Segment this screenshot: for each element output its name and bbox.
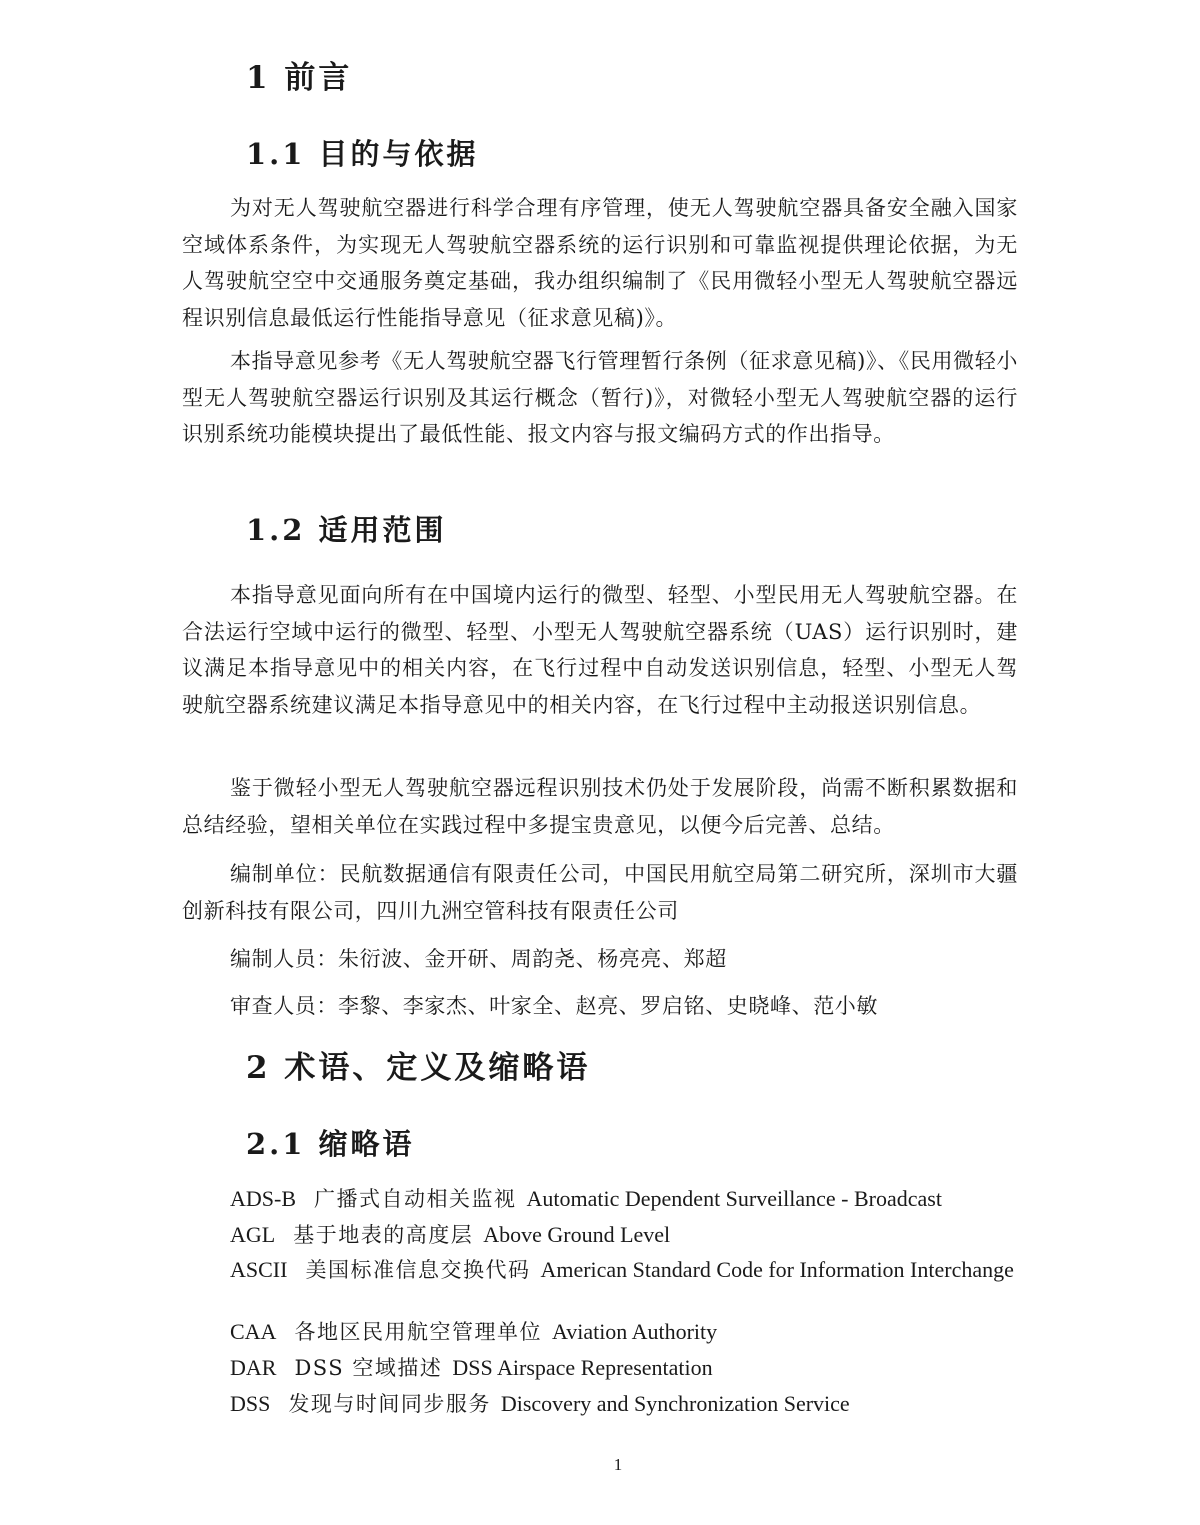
section-1-1-paragraph-2 <box>182 343 1018 453</box>
abbreviation-code: AGL <box>230 1222 276 1247</box>
section-1-2-paragraph-1 <box>182 577 1018 723</box>
abbreviation-row <box>182 1184 1018 1214</box>
abbreviation-chinese: 各地区民用航空管理单位 <box>294 1320 542 1344</box>
abbreviation-code: DSS <box>230 1391 271 1416</box>
section-1-2-paragraph-2 <box>182 770 1018 843</box>
abbreviation-chinese: 广播式自动相关监视 <box>314 1187 517 1211</box>
abbreviation-english: DSS Airspace Representation <box>452 1355 713 1380</box>
abbreviation-english: Discovery and Synchronization Service <box>500 1391 850 1416</box>
paragraph-text: 为对无人驾驶航空器进行科学合理有序管理，使无人驾驶航空器具备安全融入国家空域体系条件，为实现无人驾驶航空器系统的运行识别和可靠监视提供理论依据，为无人驾驶航空空中交通服务奠定基础，我办组织编制了《民用微轻小型无人驾驶航空器远程识别信息最低运行性能指导意见（征求意见稿)》。 <box>182 196 1018 330</box>
paragraph-text: 编制单位：民航数据通信有限责任公司，中国民用航空局第二研究所，深圳市大疆创新科技有限公司，四川九洲空管科技有限责任公司 <box>182 862 1018 923</box>
abbreviation-row <box>182 1389 1018 1419</box>
abbreviation-english: Above Ground Level <box>483 1222 671 1247</box>
abbreviation-chinese: DSS 空域描述 <box>294 1356 443 1380</box>
page-number: 1 <box>613 1455 623 1474</box>
section-2-heading: 2 术语、定义及缩略语 <box>246 1050 591 1086</box>
abbreviation-code: ADS-B <box>230 1186 297 1211</box>
abbreviation-chinese: 美国标准信息交换代码 <box>305 1258 531 1282</box>
abbreviation-chinese: 发现与时间同步服务 <box>288 1392 491 1416</box>
section-1-1-heading: 1.1 目的与依据 <box>246 137 479 171</box>
paragraph-text: 本指导意见面向所有在中国境内运行的微型、轻型、小型民用无人驾驶航空器。在合法运行空域中运行的微型、轻型、小型无人驾驶航空器系统（UAS）运行识别时，建议满足本指导意见中的相关内容，在飞行过程中自动发送识别信息，轻型、小型无人驾驶航空器系统建议满足本指导意见中的相关内容，在飞行过程中主动报送识别信息。 <box>182 583 1018 717</box>
abbreviation-code: CAA <box>230 1319 277 1344</box>
abbreviation-english: American Standard Code for Information Interchange <box>540 1257 1014 1282</box>
compiling-units <box>182 856 1018 929</box>
section-2-1-heading: 2.1 缩略语 <box>246 1127 415 1161</box>
section-1-1-paragraph-1 <box>182 190 1018 336</box>
reviewers-line: 审查人员：李黎、李家杰、叶家全、赵亮、罗启铭、史晓峰、范小敏 <box>230 994 878 1018</box>
abbreviation-english: Automatic Dependent Surveillance - Broadcast <box>526 1186 942 1211</box>
abbreviation-english: Aviation Authority <box>551 1319 718 1344</box>
abbreviation-row <box>182 1257 1018 1283</box>
abbreviation-chinese: 基于地表的高度层 <box>293 1223 474 1247</box>
abbreviation-row <box>182 1317 1018 1347</box>
abbreviation-code: DAR <box>230 1355 277 1380</box>
section-1-heading: 1 前言 <box>246 60 353 96</box>
abbreviation-row <box>182 1353 1018 1383</box>
paragraph-text: 本指导意见参考《无人驾驶航空器飞行管理暂行条例（征求意见稿)》、《民用微轻小型无人驾驶航空器运行识别及其运行概念（暂行)》，对微轻小型无人驾驶航空器的运行识别系统功能模块提出了最低性能、报文内容与报文编码方式的作出指导。 <box>182 349 1018 446</box>
abbreviation-code: ASCII <box>230 1257 288 1282</box>
paragraph-text: 鉴于微轻小型无人驾驶航空器远程识别技术仍处于发展阶段，尚需不断积累数据和总结经验，望相关单位在实践过程中多提宝贵意见，以便今后完善、总结。 <box>182 776 1018 837</box>
section-1-2-heading: 1.2 适用范围 <box>246 513 447 547</box>
abbreviation-row <box>182 1220 1018 1250</box>
editors-line: 编制人员：朱衍波、金开研、周韵尧、杨亮亮、郑超 <box>230 947 727 971</box>
